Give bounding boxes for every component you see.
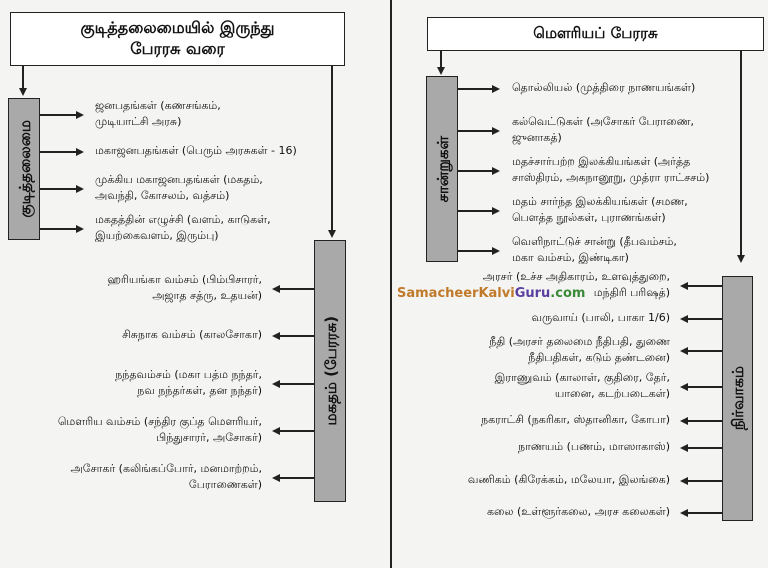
connector-line [278, 430, 314, 432]
arrow-right-icon [492, 247, 500, 255]
connector-line [686, 512, 722, 514]
list-item: இராணுவம் (காலாள், குதிரை, தேர், யானை, கடற்படைகள்) [494, 371, 670, 400]
arrow-left-icon [680, 282, 688, 290]
connector-line [686, 480, 722, 482]
arrow-left-icon [272, 332, 280, 340]
nirvagam-box: நிர்வாகம் [722, 276, 753, 521]
arrow-right-icon [76, 148, 84, 156]
arrow-right-icon [492, 167, 500, 175]
list-item: முக்கிய மகாஜனபதங்கள் (மகதம், அவந்தி, கோசலம், வத்சம்) [95, 173, 263, 202]
watermark: SamacheerKalviGuru.com [397, 286, 586, 301]
connector-line [686, 386, 722, 388]
list-item: நாணயம் (பணம், மாஸாகாஸ்) [518, 440, 670, 453]
list-item: வருவாய் (பாலி, பாகா 1/6) [531, 311, 670, 324]
list-item: மதச்சார்பற்ற இலக்கியங்கள் (அர்த்த சாஸ்திரம், அகநானூறு, முத்ரா ராட்சசம்) [512, 155, 710, 184]
left-title-box [10, 12, 345, 66]
connector-line [686, 318, 722, 320]
arrow-left-icon [680, 417, 688, 425]
arrow-right-icon [76, 185, 84, 193]
arrow-left-icon [680, 444, 688, 452]
connector-line [40, 188, 78, 190]
connector-line [458, 130, 494, 132]
sandrugal-box: சான்றுகள் [426, 76, 458, 262]
arrow-left-icon [272, 427, 280, 435]
list-item: மகாஜனபதங்கள் (பெரும் அரசுகள் - 16) [95, 144, 297, 157]
connector [22, 66, 24, 88]
center-divider [390, 0, 392, 568]
connector-line [686, 447, 722, 449]
connector-line [686, 350, 722, 352]
kudithalaimai-box: குடித்தலைமை [8, 98, 40, 240]
arrow-down-icon [19, 88, 27, 96]
list-item: ஜனபதங்கள் (கணசங்கம், முடியாட்சி அரசு) [95, 99, 221, 128]
list-item: ஹரியங்கா வம்சம் (பிம்பிசாரர், அஜாத சத்ரு, உதயன்) [107, 273, 262, 302]
connector-line [278, 288, 314, 290]
magadham-box: மகதம் (பேரரசு) [314, 240, 346, 502]
arrow-left-icon [680, 477, 688, 485]
list-item: நீதி (அரசர் தலைமை நீதிபதி, துணை நீதிபதிகள், கடும் தண்டனை) [489, 335, 670, 364]
list-item: நந்தவம்சம் (மகா பத்ம நந்தர், நவ நந்தர்கள், தன நந்தர்) [115, 368, 262, 397]
connector-line [686, 285, 722, 287]
connector-line [458, 250, 494, 252]
connector-line [278, 383, 314, 385]
arrow-right-icon [492, 207, 500, 215]
connector-line [40, 151, 78, 153]
arrow-left-icon [680, 509, 688, 517]
list-item: வெளிநாட்டுச் சான்று (தீபவம்சம், மகா வம்சம், இண்டிகா) [512, 235, 677, 264]
list-item: அரசர் (உச்ச அதிகாரம், உளவுத்துறை, மந்திரி பரிஷத்) [482, 270, 670, 299]
arrow-left-icon [272, 380, 280, 388]
connector [331, 66, 333, 230]
connector-line [278, 477, 314, 479]
left-title-line1: குடித்தலைமையில் இருந்து [80, 18, 275, 38]
arrow-right-icon [76, 111, 84, 119]
connector-line [40, 228, 78, 230]
list-item: கல்வெட்டுகள் (அசோகர் பேராணை, ஜுனாகத்) [512, 115, 695, 144]
connector-line [278, 335, 314, 337]
list-item: மௌரிய வம்சம் (சந்திர குப்த மௌரியர், பிந்துசாரர், அசோகர்) [57, 415, 262, 444]
list-item: தொல்லியல் (முத்திரை நாணயங்கள்) [512, 81, 696, 94]
list-item: மதம் சார்ந்த இலக்கியங்கள் (சமண, பௌத்த நூல்கள், புராணங்கள்) [512, 195, 688, 224]
connector-line [40, 114, 78, 116]
arrow-right-icon [492, 85, 500, 93]
list-item: மகதத்தின் எழுச்சி (வளம், காடுகள், இயற்கைவளம், இரும்பு) [95, 213, 271, 242]
arrow-left-icon [272, 474, 280, 482]
list-item: நகராட்சி (நகரிகா, ஸ்தானிகா, கோபா) [481, 413, 670, 426]
left-title-line2: பேரரசு வரை [130, 39, 225, 58]
right-title: மௌரியப் பேரரசு [533, 24, 658, 43]
connector-line [458, 170, 494, 172]
arrow-left-icon [680, 347, 688, 355]
arrow-left-icon [680, 383, 688, 391]
arrow-right-icon [492, 127, 500, 135]
list-item: அசோகர் (கலிங்கப்போர், மனமாற்றம், பேராணைகள்) [70, 462, 262, 491]
list-item: வணிகம் (கிரேக்கம், மலேயா, இலங்கை) [467, 473, 670, 486]
arrow-left-icon [272, 285, 280, 293]
arrow-down-icon [437, 67, 445, 75]
connector [440, 51, 442, 68]
connector-line [686, 420, 722, 422]
connector-line [458, 210, 494, 212]
arrow-right-icon [76, 225, 84, 233]
list-item: சிசுநாக வம்சம் (காலசோகா) [122, 328, 262, 341]
connector-line [458, 88, 494, 90]
arrow-down-icon [737, 255, 745, 263]
list-item: கலை (உள்ளூர்கலை, அரச கலைகள்) [486, 505, 670, 518]
right-title-box [427, 17, 764, 51]
arrow-left-icon [680, 315, 688, 323]
arrow-down-icon [328, 230, 336, 238]
connector [740, 51, 742, 256]
